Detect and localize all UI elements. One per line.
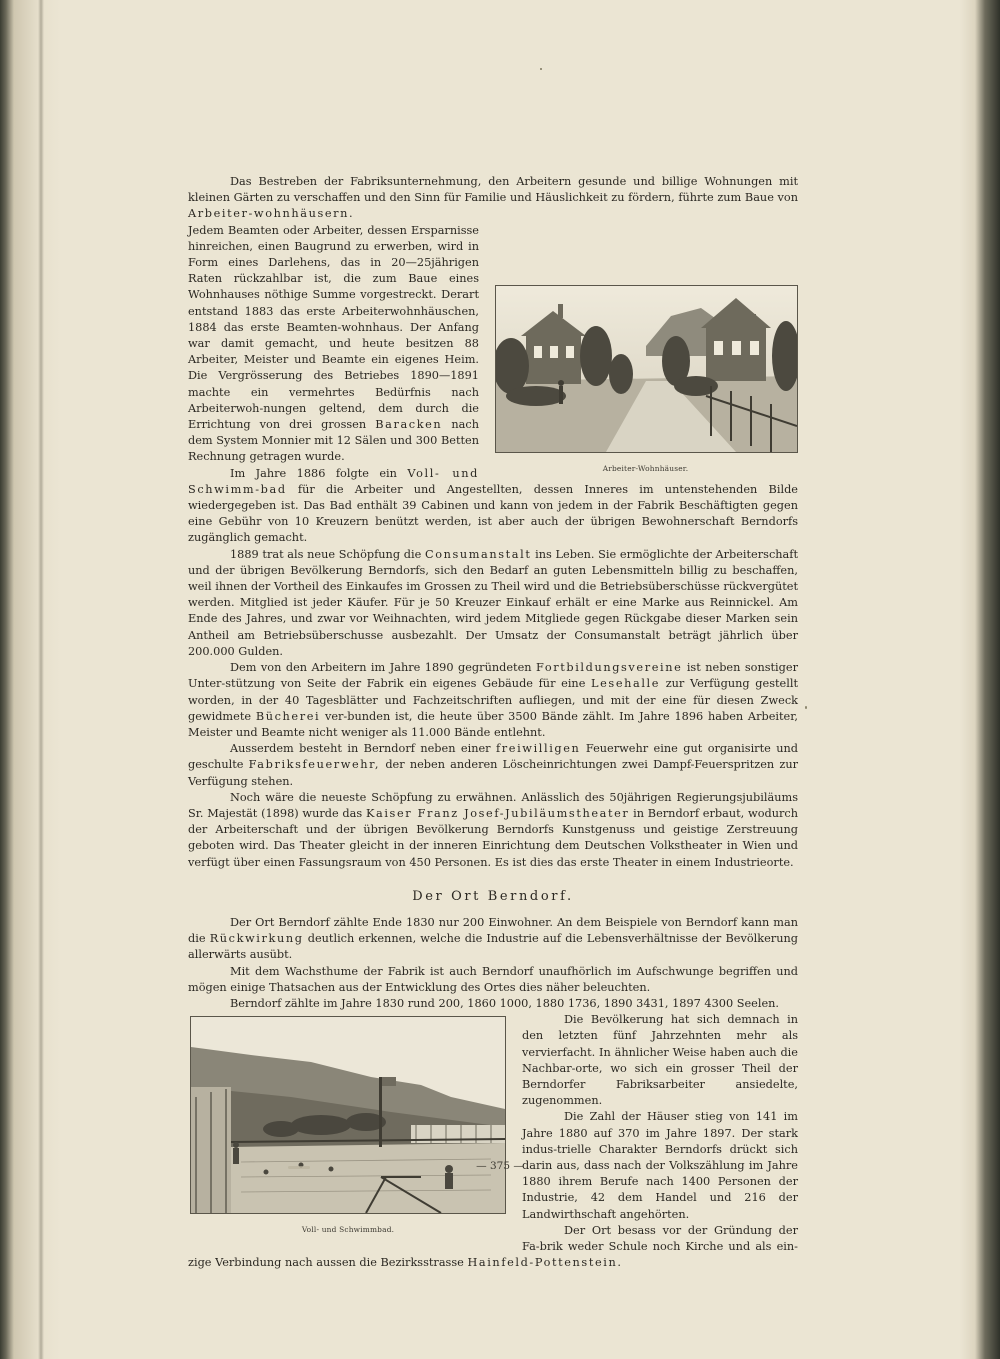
paragraph-bath [188, 466, 798, 547]
illustration-swimming-bath [190, 1016, 506, 1214]
spaced-term: Consumanstalt [424, 547, 532, 561]
text-run: Der Ort besass vor der Gründung der Fa-brik weder Schule noch Kirche und als ein-zige Verbindung nach aussen die Bezirksstrasse [188, 1223, 798, 1270]
spaced-term: Kaiser Franz Josef-Jubiläumstheater [365, 806, 630, 820]
paragraph-fire-brigade [188, 741, 798, 790]
figure-caption: Voll- und Schwimmbad. [301, 1225, 395, 1235]
figure-workers-houses [493, 223, 798, 473]
spaced-term: Voll- und Schwimm-bad [188, 466, 479, 496]
text-run: Feuerwehr eine gut organisirte und geschulte [188, 742, 799, 772]
houses-engraving-image [496, 286, 797, 452]
text-run: zur Verfügung gestellt worden, in der 40 Tagesblätter und Fachzeitschriften aufliegen, und mit der eine für diesen Zweck gewidmete [188, 677, 798, 723]
spaced-term: Rückwirkung [209, 932, 304, 946]
text-run: Im Jahre 1886 folgte ein [230, 466, 408, 480]
bath-engraving-image [191, 1017, 505, 1213]
paragraph-library [188, 660, 798, 741]
text-column [188, 174, 798, 1271]
text-run: ver-bunden ist, die heute über 3500 Bände zählt. Im Jahre 1896 haben Arbeiter, Meister und Beamte nicht weniger als 11.000 Bände entlehnt. [188, 709, 798, 739]
spaced-term: freiwilligen [496, 742, 581, 756]
text-run: Dem von den Arbeitern im Jahre 1890 gegründeten [230, 661, 536, 675]
text-run: ins Leben. Sie ermöglichte der Arbeiterschaft und der übrigen Bevölkerung Berndorfs, sich den Bedarf an guten Lebensmitteln billig zu beschaffen, weil ihnen der Vortheil des Einkaufes im Grossen zu Theil wird und die Betriebsüberschüsse rückvergütet werden. Mitglied ist jeder Käufer. Für je 50 Kreuzer Einkauf erhält er eine Marke aus Reinnickel. Am Ende des Jahres, und zwar vor Weihnachten, wird jedem Mitgliede gegen Rückgabe dieser Marken sein Antheil am Betriebsüberschusse ausbezahlt. Der Umsatz der Consumanstalt beträgt jährlich über 200.000 Gulden. [188, 547, 799, 658]
spaced-term: Hainfeld-Pottenstein. [467, 1256, 623, 1270]
illustration-workers-houses [495, 285, 798, 453]
text-run: Das Bestreben der Fabriksunternehmung, den Arbeitern gesunde und billige Wohnungen mit kleinen Gärten zu verschaffen und den Sinn für Familie und Häuslichkeit zu fördern, führte zum Baue von [188, 175, 798, 205]
text-run: der neben anderen Löscheinrichtungen zwei Dampf-Feuerspritzen zur Verfügung stehen. [188, 758, 798, 788]
text-run: nach dem System Monnier mit 12 Sälen und 300 Betten Rechnung getragen wurde. [188, 418, 479, 464]
spaced-term: Lesehalle [591, 677, 661, 691]
page-number: — 375 — [476, 1160, 524, 1172]
text-run: 1889 trat als neue Schöpfung die [230, 547, 425, 561]
spaced-term: Fortbildungsvereine [536, 661, 683, 675]
text-run: deutlich erkennen, welche die Industrie auf die Lebensverhältnisse der Bevölkerung allerwärts ausübt. [188, 932, 798, 962]
text-run: ist neben sonstiger Unter-stützung von Seite der Fabrik ein eigenes Gebäude für eine [188, 661, 798, 691]
paragraph-population: Berndorf zählte im Jahre 1830 rund 200, 1860 1000, 1880 1736, 1890 3431, 1897 4300 Seelen. [230, 996, 780, 1010]
spaced-term: Arbeiter-wohnhäusern. [188, 207, 355, 221]
spaced-term: Fabriksfeuerwehr, [248, 758, 381, 772]
paragraph-population-growth: Die Bevölkerung hat sich demnach in den letzten fünf Jahrzehnten mehr als vervierfacht. In ähnlicher Weise haben auch die Nachbar-orte, wo sich ein grosser Theil der Berndorfer Fabriksarbeiter ansiedelte, zugenommen. [522, 1013, 798, 1108]
paragraph-consum [188, 547, 798, 660]
figure-swimming-bath [188, 1016, 508, 1252]
paragraph-growth: Mit dem Wachsthume der Fabrik ist auch Berndorf unaufhörlich im Aufschwunge begriffen und mögen einige Thatsachen aus der Entwicklung des Ortes dies näher beleuchten. [188, 964, 798, 994]
text-run: Noch wäre die neueste Schöpfung zu erwähnen. Anlässlich des 50jährigen Regierungsjubiläums Sr. Majestät (1898) wurde das [188, 790, 798, 820]
text-run: für die Arbeiter und Angestellten, dessen Inneres im untenstehenden Bilde wiedergegeben ist. Das Bad enthält 39 Cabinen und kann von jedem in der Fabrik Beschäftigten gegen eine Gebühr von 10 Kreuzern benützt werden, ist aber auch der übrigen Bewohnerschaft Berndorfs zugänglich gemacht. [188, 482, 798, 545]
paragraph-town-intro [188, 915, 798, 964]
text-run: Der Ort Berndorf zählte Ende 1830 nur 200 Einwohner. An dem Beispiele von Berndorf kann man die [188, 915, 798, 946]
text-run: in Berndorf erbaut, wodurch der Arbeiterschaft und der übrigen Bevölkerung Berndorfs Kunstgenuss und geistige Zerstreuung geboten wird. Das Theater gleicht in der inneren Einrichtung dem Deutschen Volkstheater in Wien und verfügt über einen Fassungsraum von 450 Personen. Es ist dies das erste Theater in einem Industrieorte. [188, 806, 799, 869]
paragraph-housing-intro [188, 174, 798, 223]
spaced-term: Bücherei [255, 709, 321, 723]
section-heading: Der Ort Berndorf. [412, 888, 574, 904]
paragraph-houses: Die Zahl der Häuser stieg von 141 im Jahre 1880 auf 370 im Jahre 1897. Der stark indus-trielle Charakter Berndorfs drückt sich darin aus, dass nach der Volkszählung im Jahre 1880 ihrem Berufe nach 1400 Personen der Industrie, 42 dem Handel und 216 der Landwirthschaft angehörten. [522, 1110, 798, 1221]
spaced-term: Baracken [375, 418, 443, 432]
text-run: Jedem Beamten oder Arbeiter, dessen Ersparnisse hinreichen, einen Baugrund zu erwerben, wird in Form eines Darlehens, das in 20—25jährigen Raten rückzahlbar ist, die zum Baue eines Wohnhauses nöthige Summe vorgestreckt. Derart entstand 1883 das erste Arbeiterwohnhäuschen, 1884 das erste Beamten-wohnhaus. Der Anfang war damit gemacht, und heute besitzen 88 Arbeiter, Meister und Beamte ein eigenes Heim. Die Vergrösserung des Betriebes 1890—1891 machte ein vermehrtes Bedürfnis nach Arbeiterwoh-nungen geltend, dem durch die Errichtung von drei grossen [188, 223, 479, 432]
figure-caption: Arbeiter-Wohnhäuser. [602, 463, 689, 473]
paragraph-theatre [188, 790, 798, 871]
text-run: Ausserdem besteht in Berndorf neben einer [230, 742, 497, 756]
